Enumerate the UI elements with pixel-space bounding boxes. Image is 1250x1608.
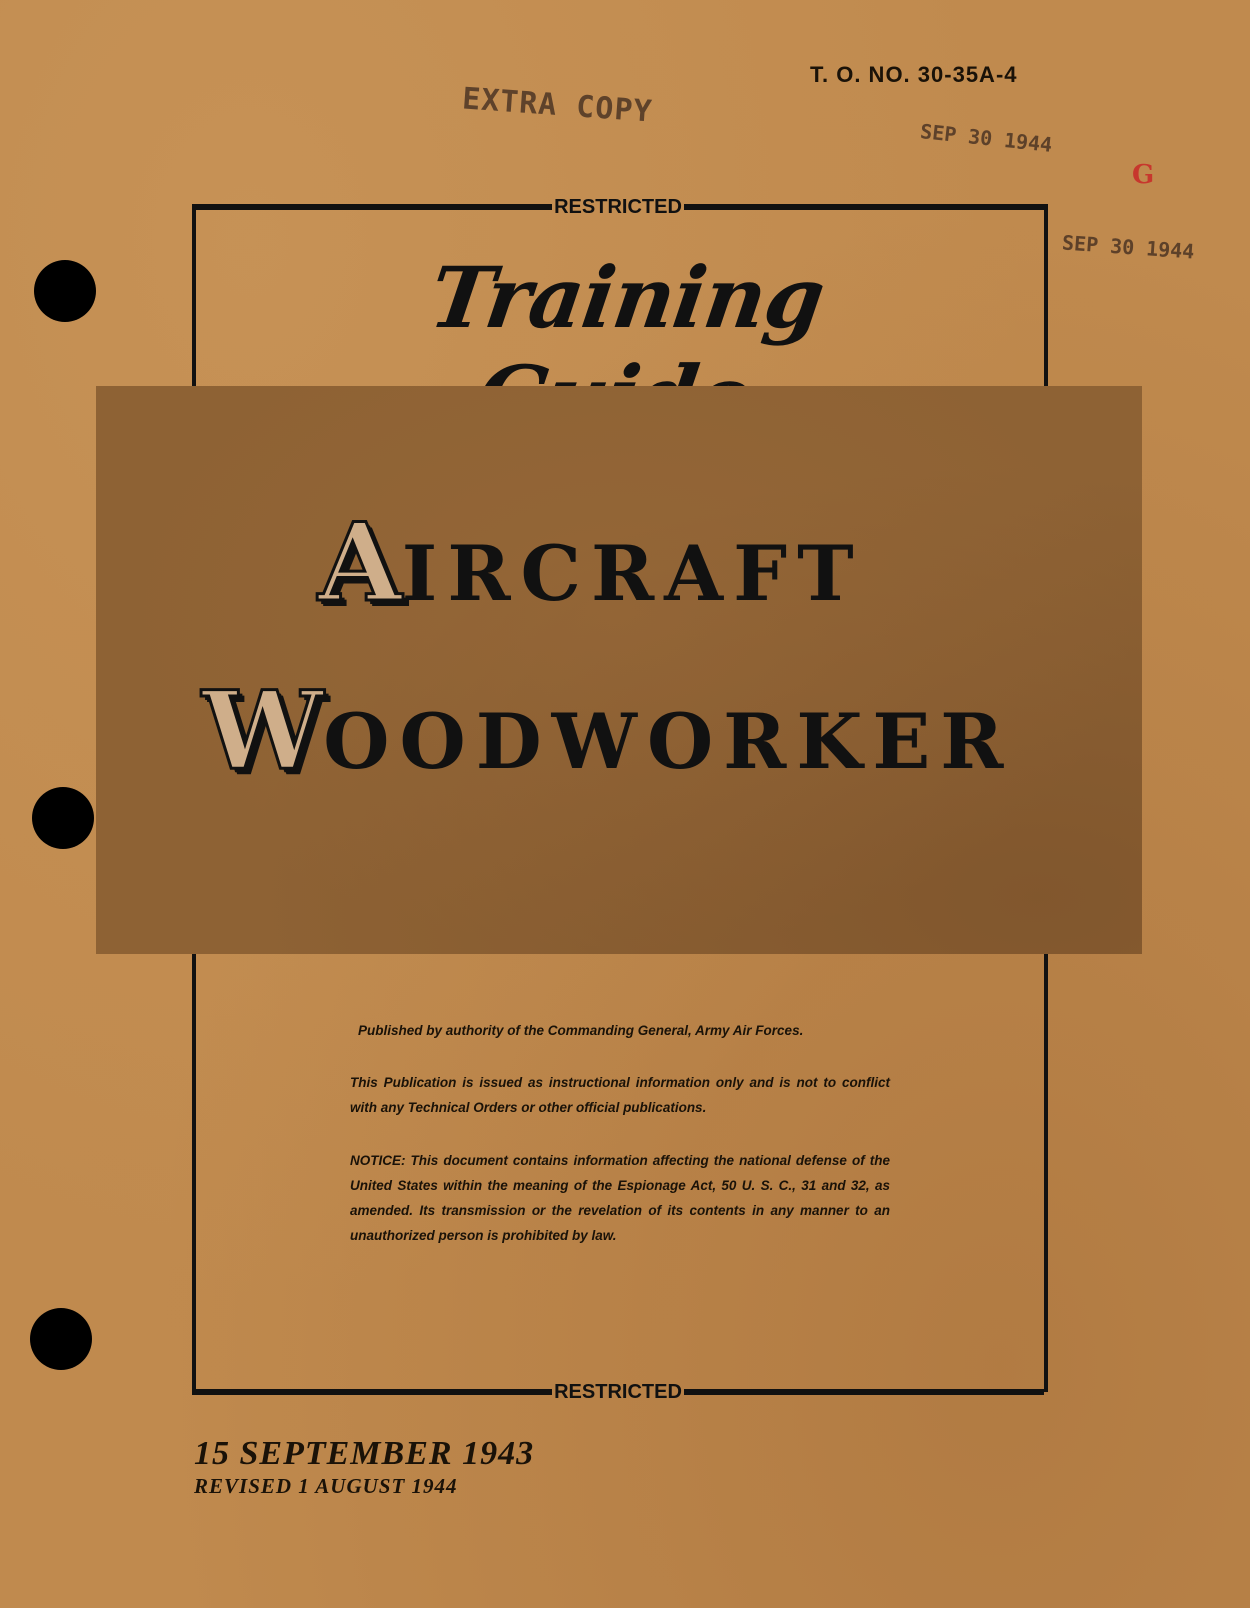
punch-hole xyxy=(30,1308,92,1370)
title-line-1 xyxy=(318,500,864,626)
punch-hole xyxy=(32,787,94,849)
extra-copy-stamp: EXTRA COPY xyxy=(461,81,654,130)
classification-label: RESTRICTED xyxy=(554,1380,682,1403)
classification-banner-top xyxy=(192,195,1044,219)
banner-rule xyxy=(684,204,1044,210)
red-mark-stamp: G xyxy=(1132,160,1155,190)
title-word-rest: OODWORKER xyxy=(323,697,1014,786)
authority-statement: Published by authority of the Commanding General, Army Air Forces. xyxy=(358,1023,804,1038)
title-word-rest: IRCRAFT xyxy=(401,529,864,618)
punch-hole xyxy=(34,260,96,322)
revision-date: REVISED 1 AUGUST 1944 xyxy=(194,1474,458,1498)
classification-banner-bottom xyxy=(192,1380,1044,1404)
publication-date: 15 SEPTEMBER 1943 xyxy=(194,1435,535,1472)
banner-rule xyxy=(192,1389,552,1395)
espionage-notice: NOTICE: This document contains information affecting the national defense of the United States within the meaning of the Espionage Act, 50 U. S. C., 31 and 32, as amended. Its transmission or the revelation of its contents in any manner to an unauthorized person is prohibited by law. xyxy=(350,1153,890,1243)
title-initial-capital: W xyxy=(202,668,324,794)
technical-order-number: T. O. NO. 30-35A-4 xyxy=(810,62,1018,87)
title-line-2 xyxy=(202,668,1013,794)
classification-label: RESTRICTED xyxy=(554,195,682,218)
instructional-statement: This Publication is issued as instructional information only and is not to conflict with any Technical Orders or other official publications. xyxy=(350,1075,890,1115)
banner-rule xyxy=(192,204,552,210)
title-initial-capital: A xyxy=(318,500,402,626)
date-stamp: SEP 30 1944 xyxy=(919,119,1054,157)
banner-rule xyxy=(684,1389,1044,1395)
series-title: Training xyxy=(424,248,830,347)
date-stamp-secondary: SEP 30 1944 xyxy=(1061,230,1196,264)
